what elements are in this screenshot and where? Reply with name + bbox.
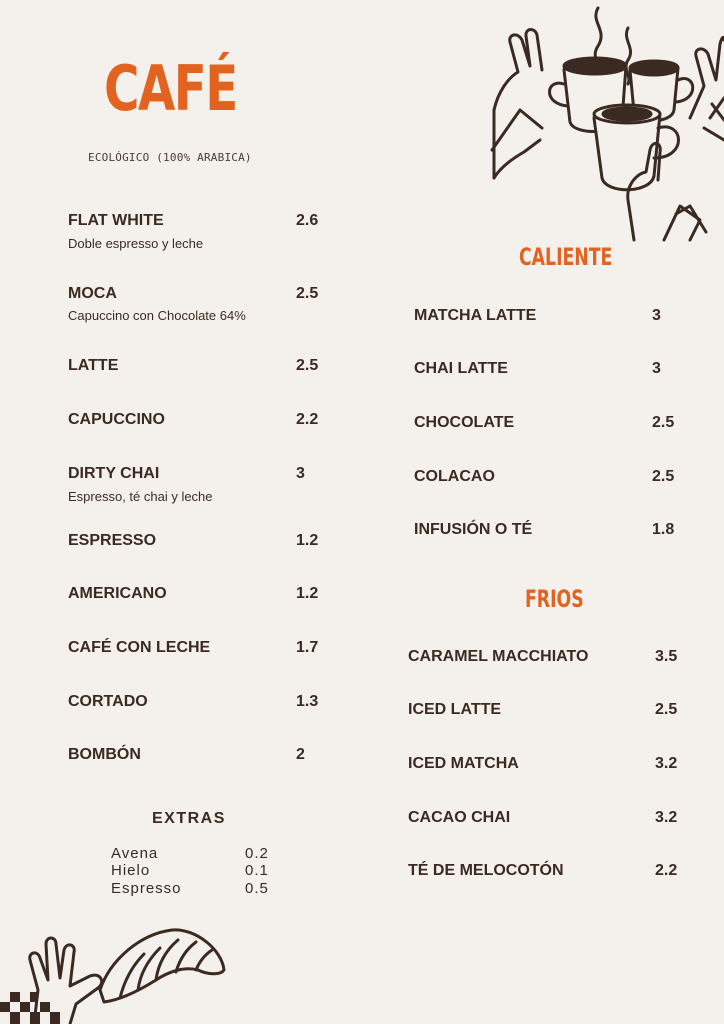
menu-item-name: CHAI LATTE xyxy=(414,360,508,377)
menu-item-name: COLACAO xyxy=(414,468,495,485)
menu-item-name: ICED LATTE xyxy=(408,701,502,718)
caliente-heading: CALIENTE xyxy=(519,243,613,271)
menu-item-price: 2.5 xyxy=(655,701,678,718)
menu-item-price: 2.2 xyxy=(296,411,319,428)
menu-item-name: CAFÉ CON LECHE xyxy=(68,639,211,656)
menu-item-name: MATCHA LATTE xyxy=(414,307,537,324)
menu-item-name: AMERICANO xyxy=(68,585,167,602)
menu-item-name: CAPUCCINO xyxy=(68,411,165,428)
menu-item-desc: Doble espresso y leche xyxy=(68,236,204,251)
extras-heading: EXTRAS xyxy=(152,810,226,827)
page-subtitle: ECOLÓGICO (100% ARABICA) xyxy=(88,151,252,164)
menu-item-name: CARAMEL MACCHIATO xyxy=(408,648,589,665)
menu-item-name: FLAT WHITE xyxy=(68,212,164,229)
menu-item-price: 2.2 xyxy=(655,862,678,879)
menu-item-price: 2.5 xyxy=(652,468,675,485)
menu-item-name: INFUSIÓN O TÉ xyxy=(414,521,533,538)
extra-item-name: Avena xyxy=(111,845,159,862)
menu-item-name: CORTADO xyxy=(68,693,148,710)
coffee-cups-illustration xyxy=(490,0,724,245)
menu-item-desc: Capuccino con Chocolate 64% xyxy=(68,308,246,323)
menu-item-price: 3 xyxy=(652,307,661,324)
menu-item-name: MOCA xyxy=(68,285,117,302)
menu-item-price: 3.2 xyxy=(655,755,678,772)
menu-item-name: BOMBÓN xyxy=(68,746,141,763)
extra-item-price: 0.1 xyxy=(245,862,269,879)
menu-item-name: ICED MATCHA xyxy=(408,755,519,772)
menu-item-price: 3 xyxy=(296,465,305,482)
menu-item-price: 2.5 xyxy=(652,414,675,431)
menu-item-name: CACAO CHAI xyxy=(408,809,511,826)
menu-item-price: 1.3 xyxy=(296,693,319,710)
menu-item-price: 1.2 xyxy=(296,585,319,602)
menu-item-price: 2.5 xyxy=(296,357,319,374)
menu-item-price: 2.5 xyxy=(296,285,319,302)
menu-item-desc: Espresso, té chai y leche xyxy=(68,489,213,504)
menu-item-price: 2 xyxy=(296,746,305,763)
page-title: CAFÉ xyxy=(104,52,237,125)
menu-item-name: ESPRESSO xyxy=(68,532,157,549)
menu-item-name: TÉ DE MELOCOTÓN xyxy=(408,862,564,879)
menu-item-price: 3 xyxy=(652,360,661,377)
frios-heading: FRIOS xyxy=(525,585,584,613)
menu-item-price: 1.7 xyxy=(296,639,319,656)
extra-item-price: 0.2 xyxy=(245,845,269,862)
extra-item-name: Hielo xyxy=(111,862,151,879)
menu-item-price: 1.2 xyxy=(296,532,319,549)
extra-item-name: Espresso xyxy=(111,880,182,897)
menu-item-price: 3.5 xyxy=(655,648,678,665)
menu-item-name: DIRTY CHAI xyxy=(68,465,160,482)
menu-item-price: 1.8 xyxy=(652,521,675,538)
menu-item-price: 2.6 xyxy=(296,212,319,229)
menu-item-name: LATTE xyxy=(68,357,119,374)
menu-item-name: CHOCOLATE xyxy=(414,414,515,431)
extra-item-price: 0.5 xyxy=(245,880,269,897)
croissant-illustration xyxy=(0,920,230,1024)
menu-item-price: 3.2 xyxy=(655,809,678,826)
